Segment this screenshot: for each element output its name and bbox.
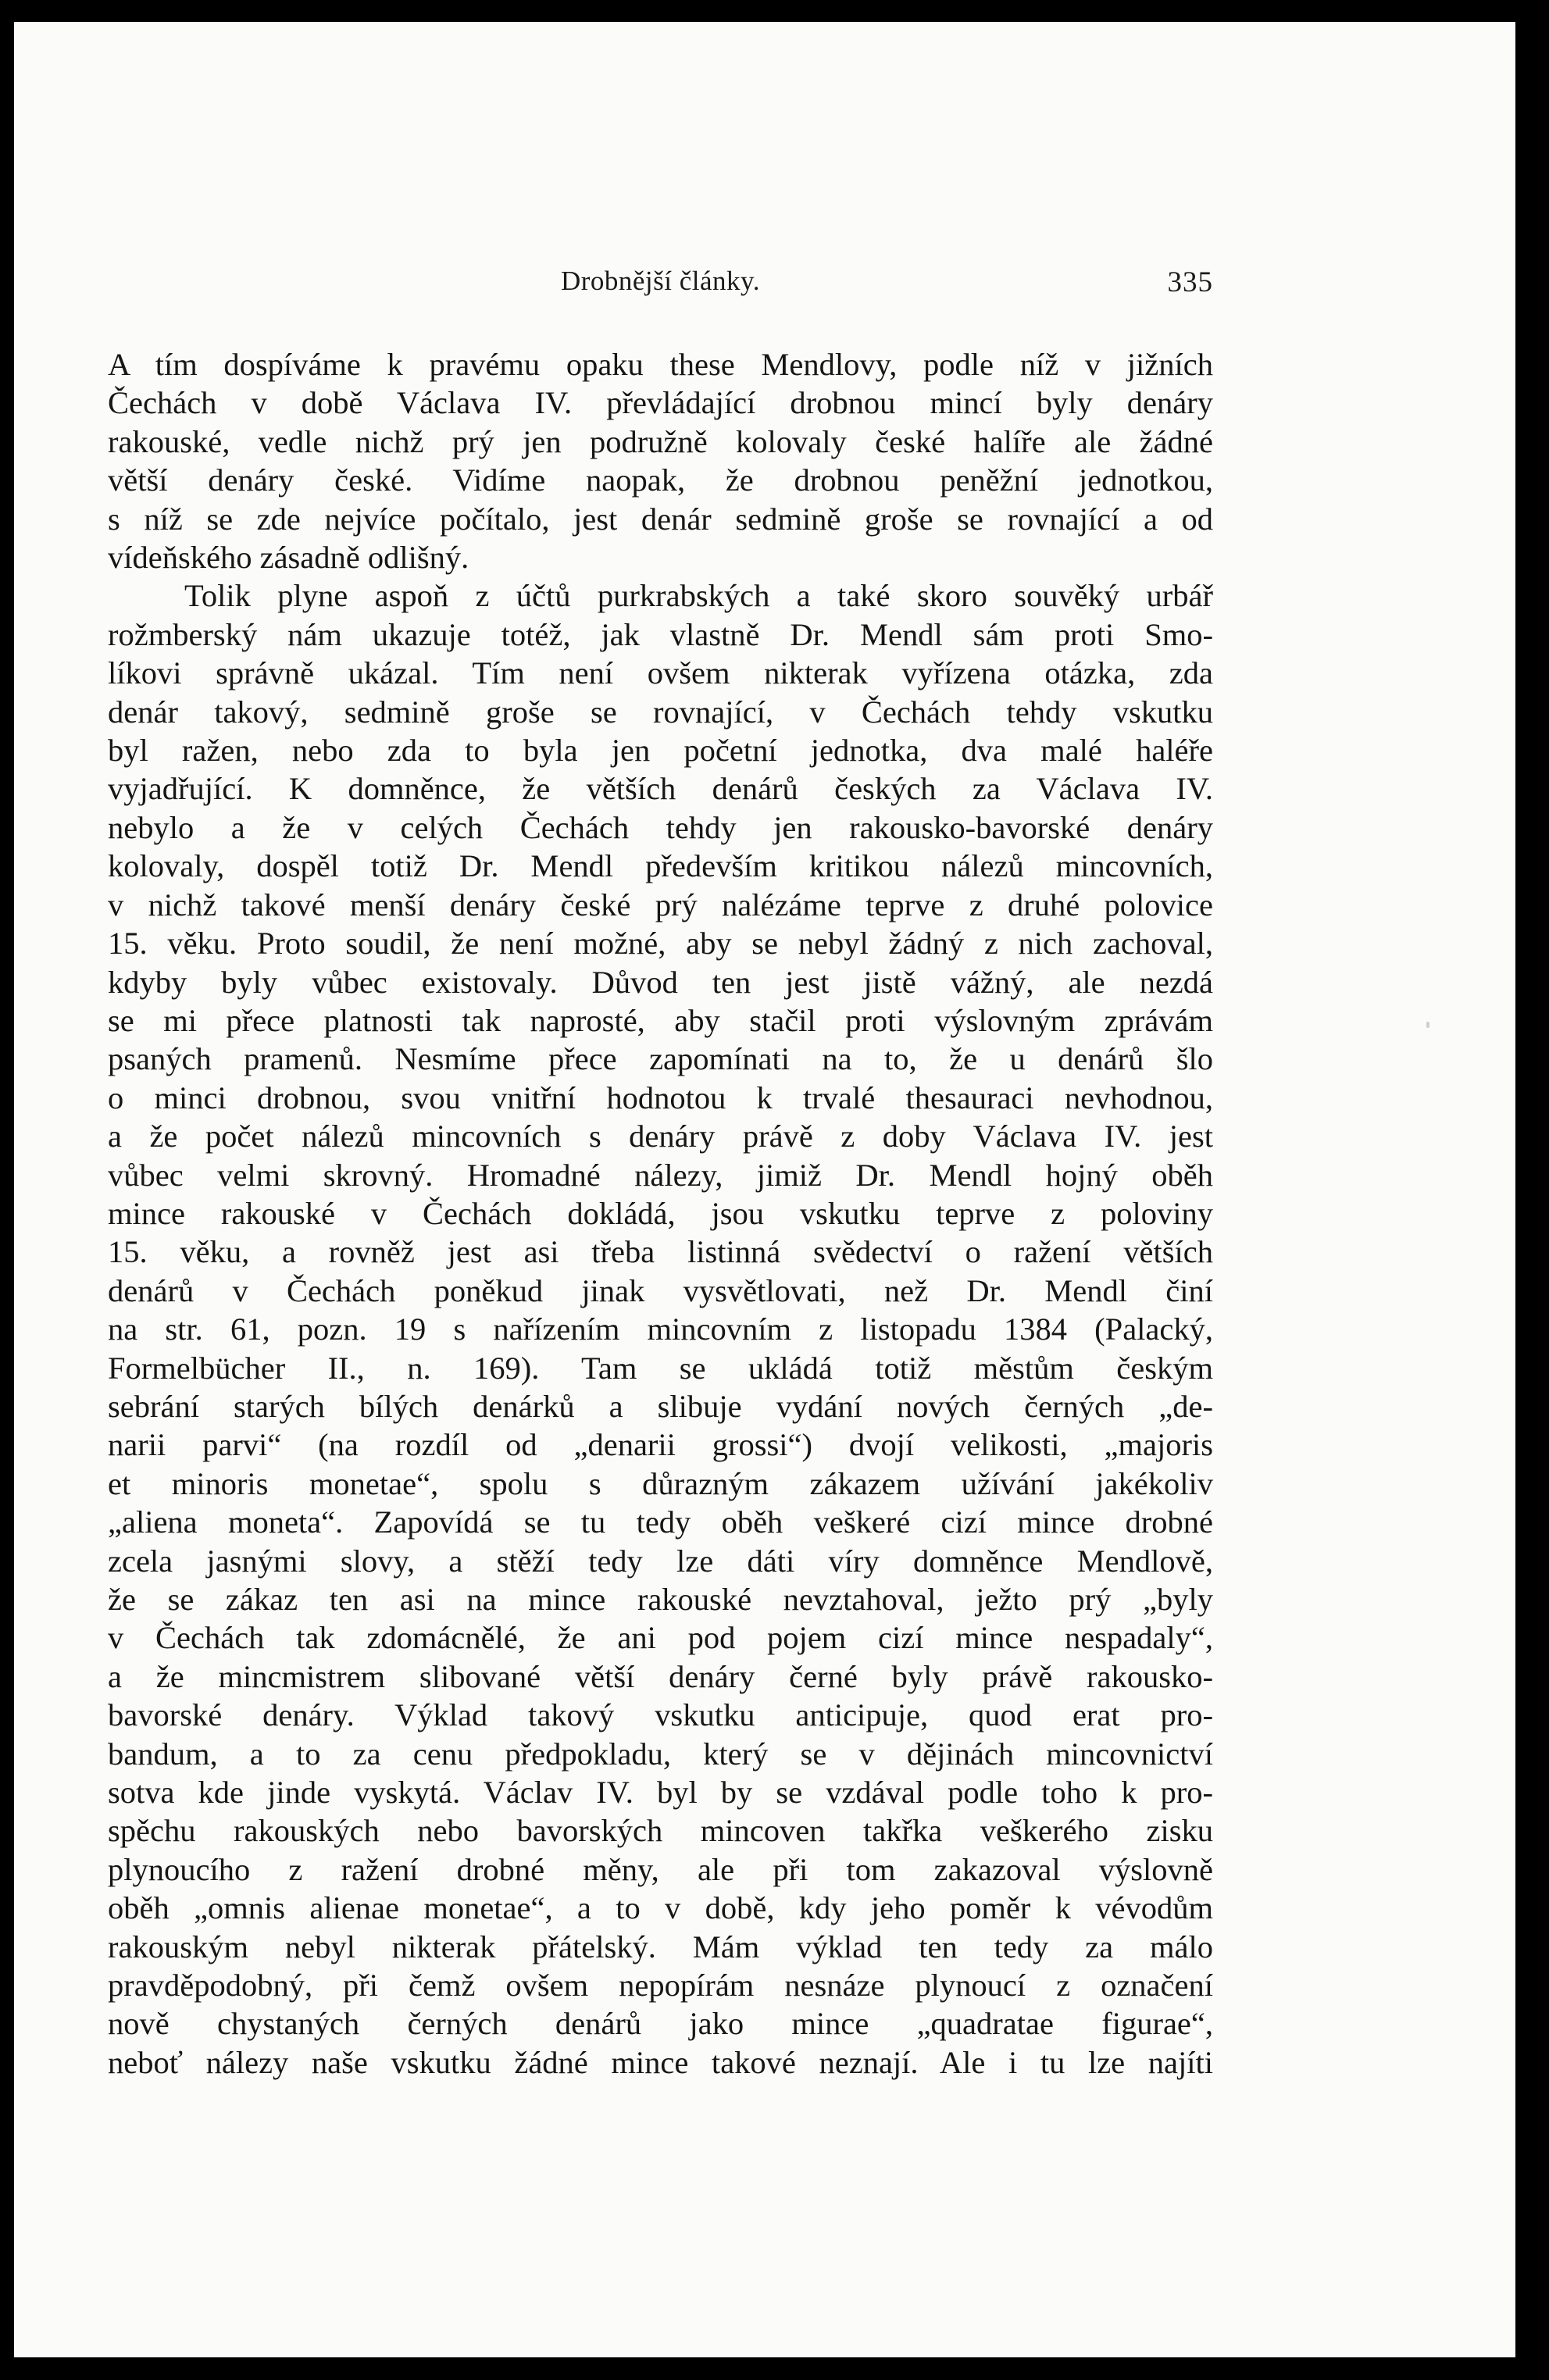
text-line: sotva kde jinde vyskytá. Václav IV. byl by se vzdával podle toho k pro- (108, 1775, 1213, 1811)
text-line: narii parvi“ (na rozdíl od „denarii grossi“) dvojí velikosti, „majoris (108, 1427, 1213, 1463)
text-line: že se zákaz ten asi na mince rakouské nevztahoval, ježto prý „byly (108, 1582, 1213, 1617)
text-line: kdyby byly vůbec existovaly. Důvod ten jest jistě vážný, ale nezdá (108, 964, 1213, 1000)
text-line: zcela jasnými slovy, a stěží tedy lze dáti víry domněnce Mendlově, (108, 1543, 1213, 1579)
text-line: mince rakouské v Čechách dokládá, jsou vskutku teprve z poloviny (108, 1195, 1213, 1231)
text-line: a že mincmistrem slibované větší denáry černé byly právě rakousko- (108, 1658, 1213, 1694)
text-line: A tím dospíváme k pravému opaku these Mendlovy, podle níž v jižních (108, 347, 1213, 382)
text-line: byl ražen, nebo zda to byla jen početní jednotka, dva malé haléře (108, 733, 1213, 769)
text-line: vyjadřující. K domněnce, že větších denárů českých za Václava IV. (108, 771, 1213, 807)
text-line: rakouským nebyl nikterak přátelský. Mám výklad ten tedy za málo (108, 1929, 1213, 1964)
text-line: se mi přece platnosti tak naprosté, aby stačil proti výslovným zprávám (108, 1002, 1213, 1038)
text-line: et minoris monetae“, spolu s důrazným zákazem užívání jakékoliv (108, 1465, 1213, 1501)
text-line: nově chystaných černých denárů jako mince „quadratae figurae“, (108, 2006, 1213, 2042)
text-line: oběh „omnis alienae monetae“, a to v době, kdy jeho poměr k vévodům (108, 1890, 1213, 1926)
text-line: 15. věku, a rovněž jest asi třeba listinná svědectví o ražení větších (108, 1234, 1213, 1270)
text-line: a že počet nálezů mincovních s denáry právě z doby Václava IV. jest (108, 1119, 1213, 1154)
text-line: 15. věku. Proto soudil, že není možné, aby se nebyl žádný z nich zachoval, (108, 926, 1213, 962)
paper-speck (1426, 1022, 1429, 1028)
text-line: rakouské, vedle nichž prý jen podružně kolovaly české halíře ale žádné (108, 423, 1213, 459)
text-line: o minci drobnou, svou vnitřní hodnotou k trvalé thesauraci nevhodnou, (108, 1079, 1213, 1115)
text-line: Tolik plyne aspoň z účtů purkrabských a také skoro souvěký urbář (184, 578, 1213, 614)
text-line: denár takový, sedmině groše se rovnající, v Čechách tehdy vskutku (108, 694, 1213, 730)
text-line: sebrání starých bílých denárků a slibuje vydání nových černých „de- (108, 1388, 1213, 1424)
text-line: psaných pramenů. Nesmíme přece zapomínati na to, že u denárů šlo (108, 1041, 1213, 1077)
text-line: nebylo a že v celých Čechách tehdy jen rakousko-bavorské denáry (108, 809, 1213, 845)
text-line: bandum, a to za cenu předpokladu, který se v dějinách mincovnictví (108, 1736, 1213, 1772)
text-line: v nichž takové menší denáry české prý nalézáme teprve z druhé polovice (108, 887, 1213, 922)
text-line: líkovi správně ukázal. Tím není ovšem nikterak vyřízena otázka, zda (108, 655, 1213, 691)
text-line: spěchu rakouských nebo bavorských mincoven takřka veškerého zisku (108, 1813, 1213, 1849)
text-line: „aliena moneta“. Zapovídá se tu tedy oběh veškeré cizí mince drobné (108, 1504, 1213, 1540)
page-header (108, 259, 1213, 306)
text-line: Formelbücher II., n. 169). Tam se ukládá totiž městům českým (108, 1350, 1213, 1386)
running-title: Drobnější články. (560, 266, 761, 296)
text-line: s níž se zde nejvíce počítalo, jest denár sedmině groše se rovnající a od (108, 501, 1213, 537)
text-line: na str. 61, pozn. 19 s nařízením mincovním z listopadu 1384 (Palacký, (108, 1311, 1213, 1347)
text-line: vůbec velmi skrovný. Hromadné nálezy, jimiž Dr. Mendl hojný oběh (108, 1157, 1213, 1193)
text-line: denárů v Čechách poněkud jinak vysvětlovati, než Dr. Mendl činí (108, 1272, 1213, 1308)
text-line: bavorské denáry. Výklad takový vskutku anticipuje, quod erat pro- (108, 1697, 1213, 1733)
paragraph-2 (108, 576, 1213, 2082)
text-line: Čechách v době Václava IV. převládající drobnou mincí byly denáry (108, 385, 1213, 421)
text-line: větší denáry české. Vidíme naopak, že drobnou peněžní jednotkou, (108, 462, 1213, 498)
paragraph-1 (108, 345, 1213, 576)
text-line: kolovaly, dospěl totiž Dr. Mendl především kritikou nálezů mincovních, (108, 848, 1213, 884)
text-line: pravděpodobný, při čemž ovšem nepopírám nesnáze plynoucí z označení (108, 1968, 1213, 2004)
page-number: 335 (1167, 266, 1213, 298)
book-page (14, 22, 1515, 2357)
text-line: vídeňského zásadně odlišný. (108, 540, 469, 576)
text-line: neboť nálezy naše vskutku žádné mince takové neznají. Ale i tu lze najíti (108, 2044, 1213, 2080)
text-line: plynoucího z ražení drobné měny, ale při tom zakazoval výslovně (108, 1851, 1213, 1887)
text-line: v Čechách tak zdomácnělé, že ani pod pojem cizí mince nespadaly“, (108, 1620, 1213, 1656)
text-line: rožmberský nám ukazuje totéž, jak vlastně Dr. Mendl sám proti Smo- (108, 616, 1213, 652)
body-text (108, 345, 1213, 2082)
